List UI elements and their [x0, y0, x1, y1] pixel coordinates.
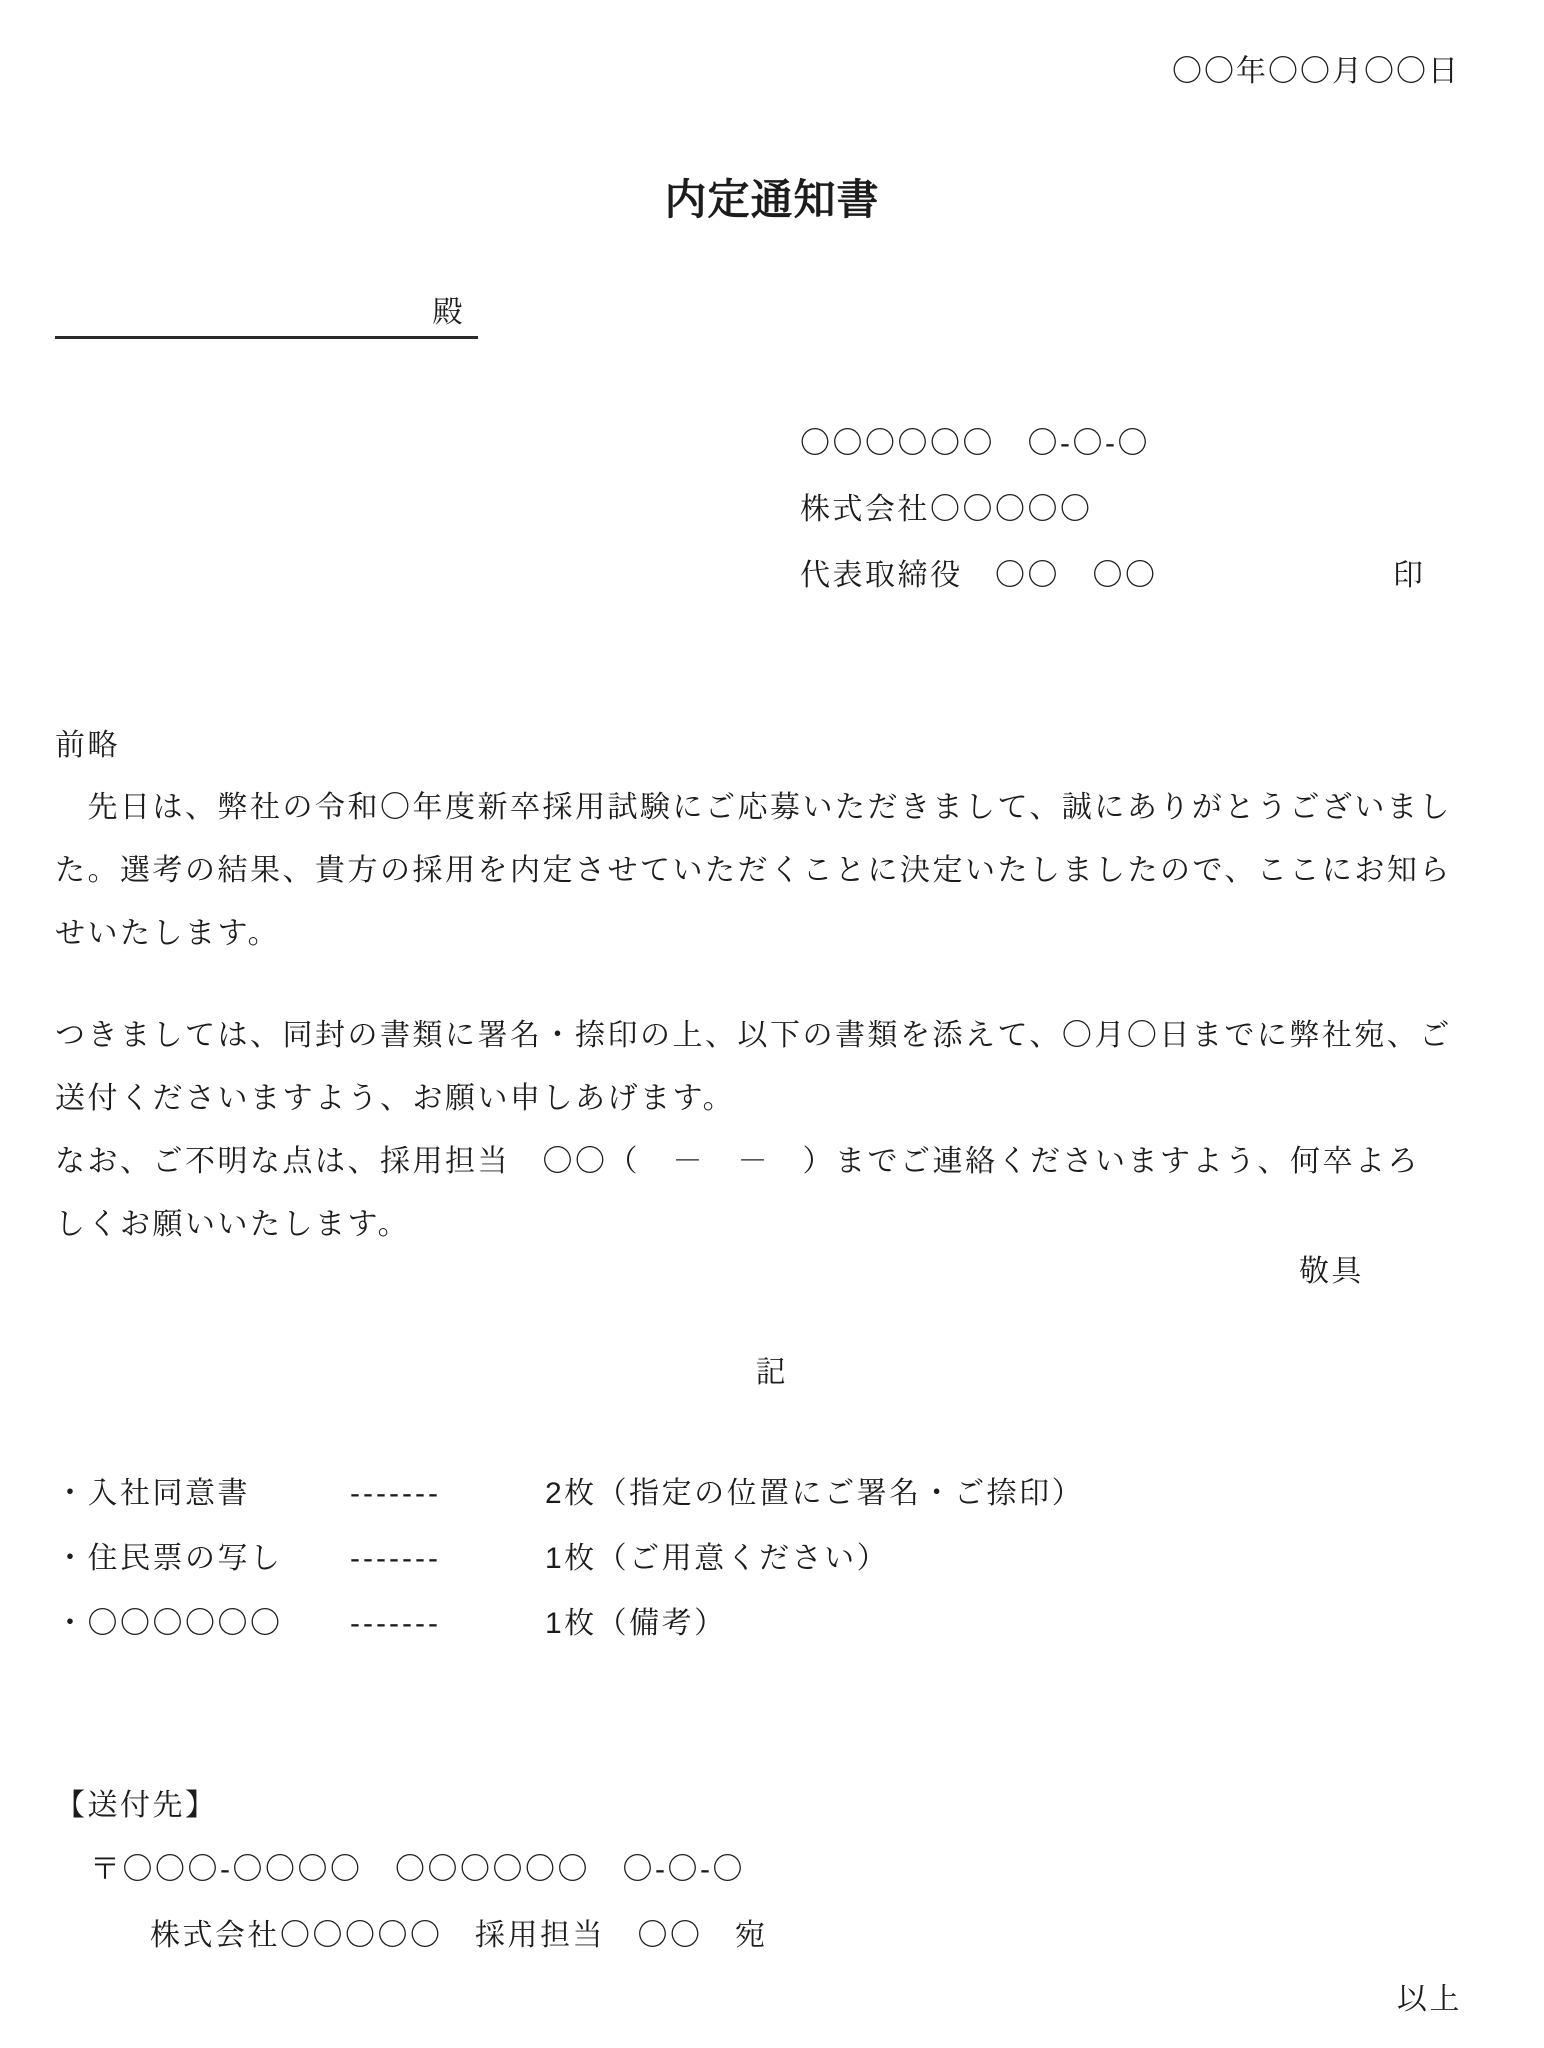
body-paragraph-1: [55, 776, 1500, 965]
record-marker: 記: [755, 1356, 789, 1389]
document-detail: 1枚（備考）: [545, 1607, 727, 1640]
shipping-section-label: 【送付先】: [55, 1789, 218, 1822]
document-date: 〇〇年〇〇月〇〇日: [1172, 55, 1460, 88]
document-detail: 2枚（指定の位置にご署名・ご捺印）: [545, 1477, 1085, 1510]
document-title: 内定通知書: [664, 176, 880, 223]
document-detail: 1枚（ご用意ください）: [545, 1542, 890, 1575]
end-marker: 以上: [1397, 1983, 1462, 2016]
list-item: [55, 1591, 1084, 1656]
paragraph-line: しくお願いいたします。: [55, 1208, 411, 1241]
document-name: ・住民票の写し: [55, 1542, 283, 1575]
sender-block: [800, 411, 1158, 609]
recipient-honorific: 殿: [432, 296, 465, 329]
shipping-company-line: 株式会社〇〇〇〇〇 採用担当 〇〇 宛: [150, 1919, 768, 1952]
document-name: ・入社同意書: [55, 1477, 250, 1510]
body-paragraph-2: [55, 1004, 1500, 1256]
paragraph-line: つきましては、同封の書類に署名・捺印の上、以下の書類を添えて、〇月〇日までに弊社宛、ご: [55, 1019, 1452, 1052]
list-item: [55, 1461, 1084, 1526]
sender-address: 〇〇〇〇〇〇 〇-〇-〇: [800, 427, 1150, 460]
sender-company: 株式会社〇〇〇〇〇: [800, 493, 1093, 526]
document-name: ・〇〇〇〇〇〇: [55, 1607, 283, 1640]
paragraph-line: なお、ご不明な点は、採用担当 〇〇（ － － ）までご連絡くださいますよう、何卒よろ: [55, 1145, 1420, 1178]
opening-salutation: 前略: [55, 729, 120, 762]
sender-representative: 代表取締役 〇〇 〇〇: [800, 559, 1158, 592]
leader-dashes: -------: [350, 1542, 441, 1575]
recipient-name-line: [55, 290, 478, 339]
closing-salutation: 敬具: [1299, 1255, 1364, 1288]
paragraph-line: せいたします。: [55, 917, 281, 950]
seal-mark: 印: [1393, 559, 1426, 592]
leader-dashes: -------: [350, 1477, 441, 1510]
paragraph-line: た。選考の結果、貴方の採用を内定させていただくことに決定いたしましたので、ここにお知ら: [55, 854, 1452, 887]
paragraph-line: 先日は、弊社の令和〇年度新卒採用試験にご応募いただきまして、誠にありがとうございまし: [55, 791, 1452, 824]
enclosed-documents-list: [55, 1461, 1084, 1656]
shipping-postal-address: 〒〇〇〇-〇〇〇〇 〇〇〇〇〇〇 〇-〇-〇: [90, 1853, 745, 1886]
paragraph-line: 送付くださいますよう、お願い申しあげます。: [55, 1082, 736, 1115]
leader-dashes: -------: [350, 1607, 441, 1640]
list-item: [55, 1526, 1084, 1591]
